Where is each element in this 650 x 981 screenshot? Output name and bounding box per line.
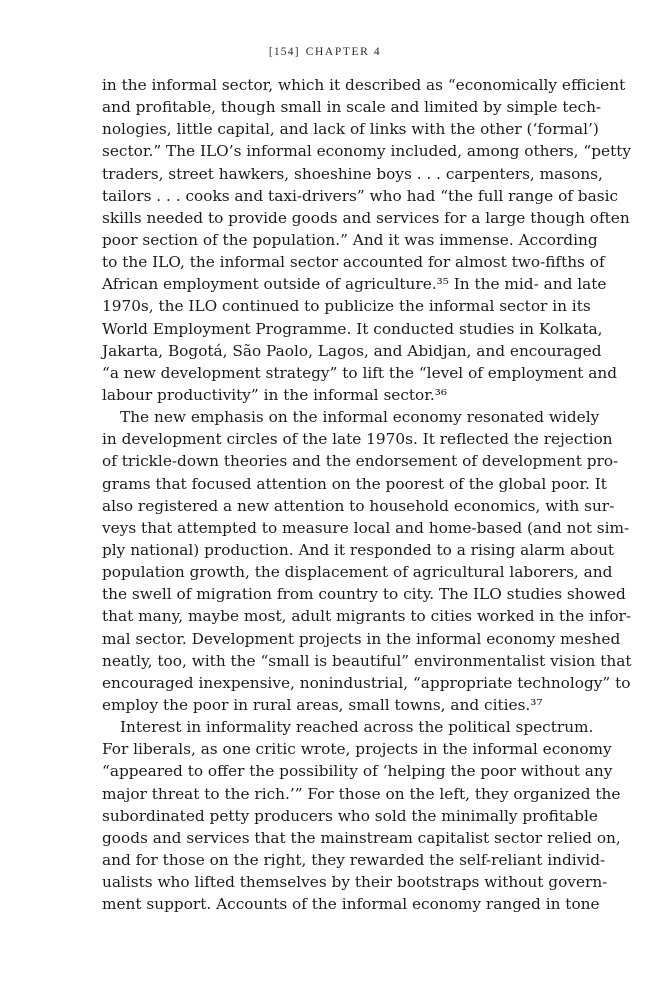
text-line: also registered a new attention to household economics, with sur-: [102, 496, 615, 515]
body-text: [102, 74, 632, 915]
text-line: in development circles of the late 1970s. It reflected the rejection: [102, 430, 613, 449]
text-line: Jakarta, Bogotá, São Paolo, Lagos, and Abidjan, and encouraged: [102, 341, 602, 360]
text-line: employ the poor in rural areas, small towns, and cities.³⁷: [102, 695, 543, 714]
text-line: the swell of migration from country to city. The ILO studies showed: [102, 585, 626, 604]
text-line: nologies, little capital, and lack of links with the other (‘formal’): [102, 120, 599, 139]
text-line: “appeared to offer the possibility of ‘helping the poor without any: [102, 762, 613, 781]
text-line: and profitable, though small in scale and limited by simple tech-: [102, 98, 602, 117]
text-line: population growth, the displacement of agricultural laborers, and: [102, 563, 613, 582]
text-line: encouraged inexpensive, nonindustrial, “appropriate technology” to: [102, 673, 631, 692]
text-line: World Employment Programme. It conducted studies in Kolkata,: [102, 319, 603, 338]
text-line: For liberals, as one critic wrote, projects in the informal economy: [102, 740, 612, 759]
paragraph: [102, 716, 621, 915]
text-line: grams that focused attention on the poorest of the global poor. It: [102, 474, 607, 493]
text-line: ment support. Accounts of the informal economy ranged in tone: [102, 895, 600, 914]
text-line: goods and services that the mainstream capitalist sector relied on,: [102, 828, 621, 847]
text-line: sector.” The ILO’s informal economy included, among others, “petty: [102, 142, 632, 161]
text-line: to the ILO, the informal sector accounted for almost two-fifths of: [102, 253, 605, 272]
text-line: “a new development strategy” to lift the “level of employment and: [102, 363, 618, 382]
text-line: and for those on the right, they rewarded the self-reliant individ-: [102, 850, 606, 869]
text-line: labour productivity” in the informal sector.³⁶: [102, 385, 448, 404]
running-head: [0, 46, 650, 58]
text-line: neatly, too, with the “small is beautiful” environmentalist vision that: [102, 651, 632, 670]
paragraph: [102, 406, 632, 716]
text-line: tailors . . . cooks and taxi-drivers” who had “the full range of basic: [102, 186, 619, 205]
text-line: The new emphasis on the informal economy resonated widely: [120, 408, 600, 427]
text-line: veys that attempted to measure local and home-based (and not sim-: [102, 518, 630, 537]
text-line: skills needed to provide goods and services for a large though often: [102, 208, 630, 227]
text-line: subordinated petty producers who sold the minimally profitable: [102, 806, 598, 825]
text-line: in the informal sector, which it described as “economically efficient: [102, 76, 626, 94]
text-line: major threat to the rich.’” For those on the left, they organized the: [102, 784, 621, 803]
text-line: African employment outside of agriculture.³⁵ In the mid- and late: [102, 275, 607, 294]
text-line: mal sector. Development projects in the informal economy meshed: [102, 629, 621, 648]
text-line: that many, maybe most, adult migrants to cities worked in the infor-: [102, 607, 632, 626]
text-line: poor section of the population.” And it was immense. According: [102, 230, 598, 249]
text-line: traders, street hawkers, shoeshine boys . . . carpenters, masons,: [102, 164, 603, 183]
page-number: [154]: [268, 46, 300, 58]
text-line: Interest in informality reached across the political spectrum.: [120, 718, 594, 737]
text-line: 1970s, the ILO continued to publicize the informal sector in its: [102, 297, 591, 316]
text-line: of trickle-down theories and the endorsement of development pro-: [102, 452, 619, 471]
text-line: ply national) production. And it responded to a rising alarm about: [102, 540, 615, 559]
text-line: ualists who lifted themselves by their bootstraps without govern-: [102, 873, 608, 892]
chapter-label: CHAPTER 4: [305, 46, 382, 58]
paragraph: [102, 74, 632, 406]
